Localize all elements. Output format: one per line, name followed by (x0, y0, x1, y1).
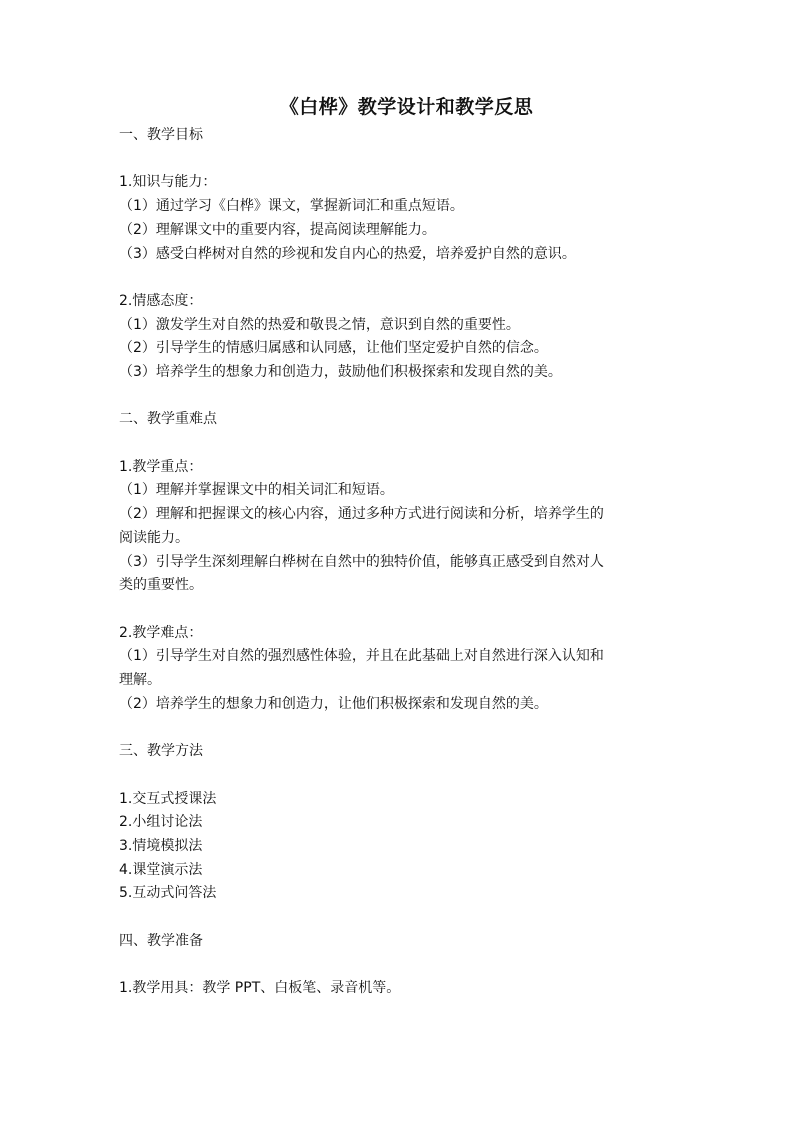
document-body (119, 124, 694, 1001)
text-line: （1）引导学生对自然的强烈感性体验，并且在此基础上对自然进行深入认知和 (119, 648, 604, 665)
text-line: 类的重要性。 (119, 577, 203, 594)
text-line: 2.教学难点： (119, 624, 203, 641)
text-line: 1.教学用具：教学 PPT、白板笔、录音机等。 (119, 980, 401, 997)
blank-line (119, 598, 694, 622)
text-line: （2）理解课文中的重要内容，提高阅读理解能力。 (119, 221, 436, 238)
text-line: 二、教学重难点 (119, 411, 217, 428)
text-line: 阅读能力。 (119, 529, 189, 546)
text-line: （1）通过学习《白桦》课文，掌握新词汇和重点短语。 (119, 198, 464, 215)
text-line: （3）引导学生深刻理解白桦树在自然中的独特价值，能够真正感受到自然对人 (119, 553, 604, 570)
blank-line (119, 717, 694, 741)
text-line: （3）感受白桦树对自然的珍视和发自内心的热爱，培养爱护自然的意识。 (119, 245, 576, 262)
text-line: 4.课堂演示法 (119, 861, 203, 878)
text-line: 2.情感态度： (119, 292, 203, 309)
blank-line (119, 266, 694, 290)
text-line: （2）培养学生的想象力和创造力，让他们积极探索和发现自然的美。 (119, 695, 548, 712)
text-line: 三、教学方法 (119, 743, 203, 760)
text-line: 1.教学重点： (119, 458, 203, 475)
document-title: 《白桦》教学设计和教学反思 (279, 96, 534, 118)
blank-line (119, 906, 694, 930)
text-line: 5.互动式问答法 (119, 885, 217, 902)
text-line: （2）理解和把握课文的核心内容，通过多种方式进行阅读和分析，培养学生的 (119, 506, 604, 523)
text-line: 一、教学目标 (119, 127, 203, 143)
blank-line (119, 385, 694, 409)
text-line: 四、教学准备 (119, 932, 203, 949)
text-line: 1.交互式授课法 (119, 790, 217, 807)
blank-line (119, 432, 694, 456)
blank-line (119, 148, 694, 172)
text-line: （2）引导学生的情感归属感和认同感，让他们坚定爱护自然的信念。 (119, 340, 548, 357)
text-line: （1）理解并掌握课文中的相关词汇和短语。 (119, 482, 394, 499)
text-line: （1）激发学生对自然的热爱和敬畏之情，意识到自然的重要性。 (119, 316, 520, 333)
blank-line (119, 764, 694, 788)
text-line: （3）培养学生的想象力和创造力，鼓励他们积极探索和发现自然的美。 (119, 364, 562, 380)
text-line: 3.情境模拟法 (119, 837, 203, 854)
blank-line (119, 953, 694, 977)
text-line: 2.小组讨论法 (119, 814, 203, 831)
text-line: 1.知识与能力： (119, 174, 217, 191)
text-line: 理解。 (119, 672, 161, 689)
